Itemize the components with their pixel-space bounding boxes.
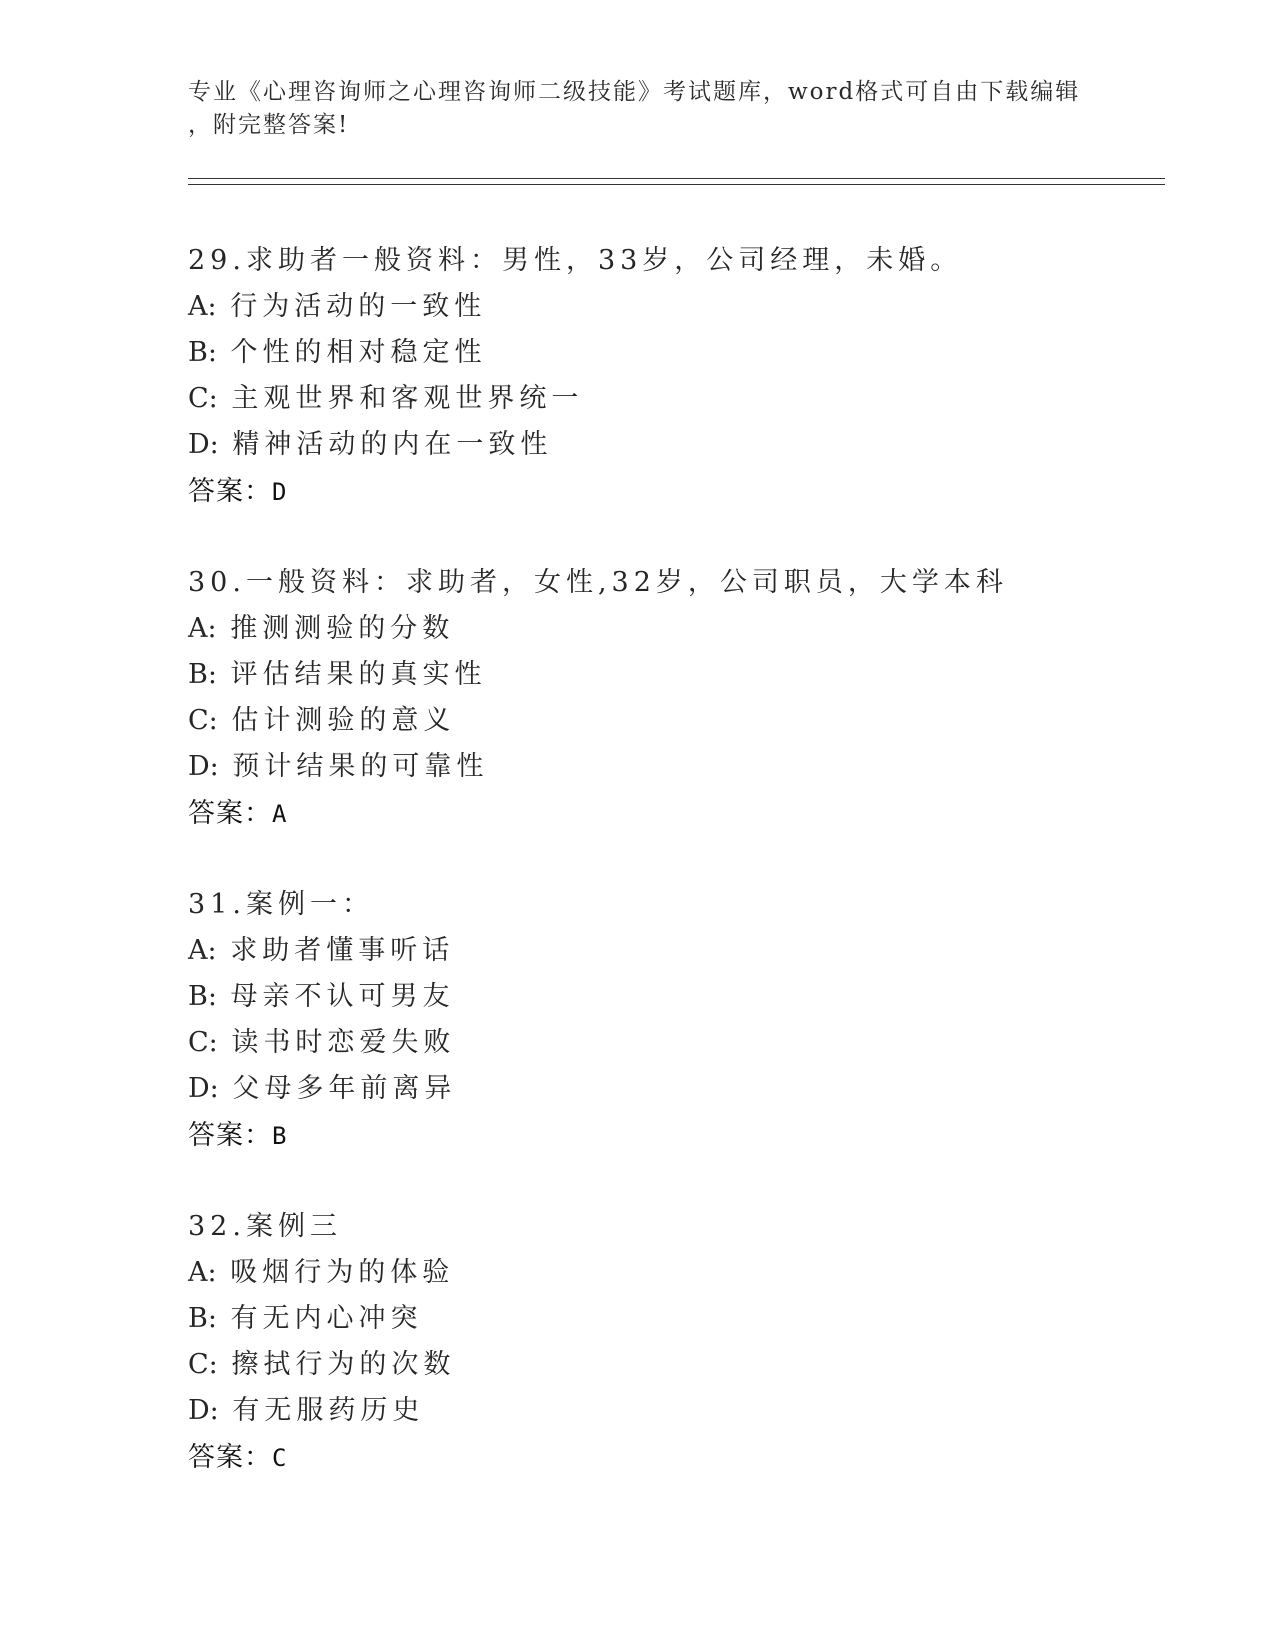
- header-line-2: ，附完整答案!: [188, 112, 350, 138]
- answer-value: C: [272, 1444, 288, 1472]
- option-text: 行为活动的一致性: [230, 291, 487, 322]
- option-text: 父母多年前离异: [232, 1073, 457, 1104]
- option-a: [188, 606, 1168, 652]
- option-b: [188, 330, 1168, 376]
- option-letter: D:: [188, 1395, 219, 1426]
- answer-value: B: [272, 1122, 288, 1150]
- answer-label: 答案：: [188, 476, 272, 506]
- header-divider-top: [188, 178, 1165, 179]
- answer-value: A: [272, 800, 288, 828]
- option-text: 有无服药历史: [232, 1395, 425, 1426]
- document-header: [188, 76, 1088, 142]
- answer-value: D: [272, 478, 288, 506]
- option-text: 吸烟行为的体验: [230, 1257, 455, 1288]
- question-31: [188, 882, 1168, 1158]
- option-b: [188, 652, 1168, 698]
- option-letter: B:: [188, 1303, 217, 1334]
- option-letter: A:: [188, 613, 217, 644]
- option-c: [188, 698, 1168, 744]
- option-a: [188, 1250, 1168, 1296]
- answer-line: [188, 1434, 1168, 1480]
- header-divider-bottom: [188, 184, 1165, 185]
- answer-label: 答案：: [188, 1442, 272, 1472]
- option-text: 精神活动的内在一致性: [232, 429, 553, 460]
- option-d: [188, 1066, 1168, 1112]
- answer-label: 答案：: [188, 798, 272, 828]
- option-letter: C:: [188, 1027, 218, 1058]
- option-d: [188, 744, 1168, 790]
- option-text: 个性的相对稳定性: [230, 337, 487, 368]
- option-text: 预计结果的可靠性: [232, 751, 489, 782]
- option-text: 主观世界和客观世界统一: [231, 383, 584, 414]
- option-d: [188, 1388, 1168, 1434]
- option-letter: D:: [188, 1073, 219, 1104]
- option-d: [188, 422, 1168, 468]
- question-29: [188, 238, 1168, 514]
- option-text: 估计测验的意义: [231, 705, 456, 736]
- question-32: [188, 1204, 1168, 1480]
- option-a: [188, 928, 1168, 974]
- option-letter: A:: [188, 935, 217, 966]
- answer-line: [188, 468, 1168, 514]
- option-letter: C:: [188, 1349, 218, 1380]
- answer-line: [188, 1112, 1168, 1158]
- option-letter: C:: [188, 383, 218, 414]
- option-c: [188, 376, 1168, 422]
- header-line-1: 专业《心理咨询师之心理咨询师二级技能》考试题库，word格式可自由下载编辑: [188, 79, 1081, 105]
- option-letter: C:: [188, 705, 218, 736]
- question-stem: 32.案例三: [188, 1211, 342, 1242]
- option-b: [188, 974, 1168, 1020]
- option-text: 母亲不认可男友: [230, 981, 455, 1012]
- option-letter: B:: [188, 981, 217, 1012]
- option-letter: B:: [188, 337, 217, 368]
- option-text: 推测测验的分数: [230, 613, 455, 644]
- question-30: [188, 560, 1168, 836]
- option-a: [188, 284, 1168, 330]
- option-letter: D:: [188, 429, 219, 460]
- option-text: 擦拭行为的次数: [231, 1349, 456, 1380]
- option-text: 评估结果的真实性: [230, 659, 487, 690]
- option-text: 有无内心冲突: [230, 1303, 423, 1334]
- option-letter: B:: [188, 659, 217, 690]
- question-stem: 30.一般资料：求助者，女性,32岁，公司职员，大学本科: [188, 567, 1008, 598]
- question-stem: 29.求助者一般资料：男性，33岁，公司经理，未婚。: [188, 245, 963, 276]
- option-b: [188, 1296, 1168, 1342]
- option-letter: A:: [188, 1257, 217, 1288]
- answer-label: 答案：: [188, 1120, 272, 1150]
- question-stem: 31.案例一：: [188, 889, 374, 920]
- option-text: 读书时恋爱失败: [231, 1027, 456, 1058]
- answer-line: [188, 790, 1168, 836]
- option-text: 求助者懂事听话: [230, 935, 455, 966]
- option-letter: D:: [188, 751, 219, 782]
- option-letter: A:: [188, 291, 217, 322]
- option-c: [188, 1020, 1168, 1066]
- option-c: [188, 1342, 1168, 1388]
